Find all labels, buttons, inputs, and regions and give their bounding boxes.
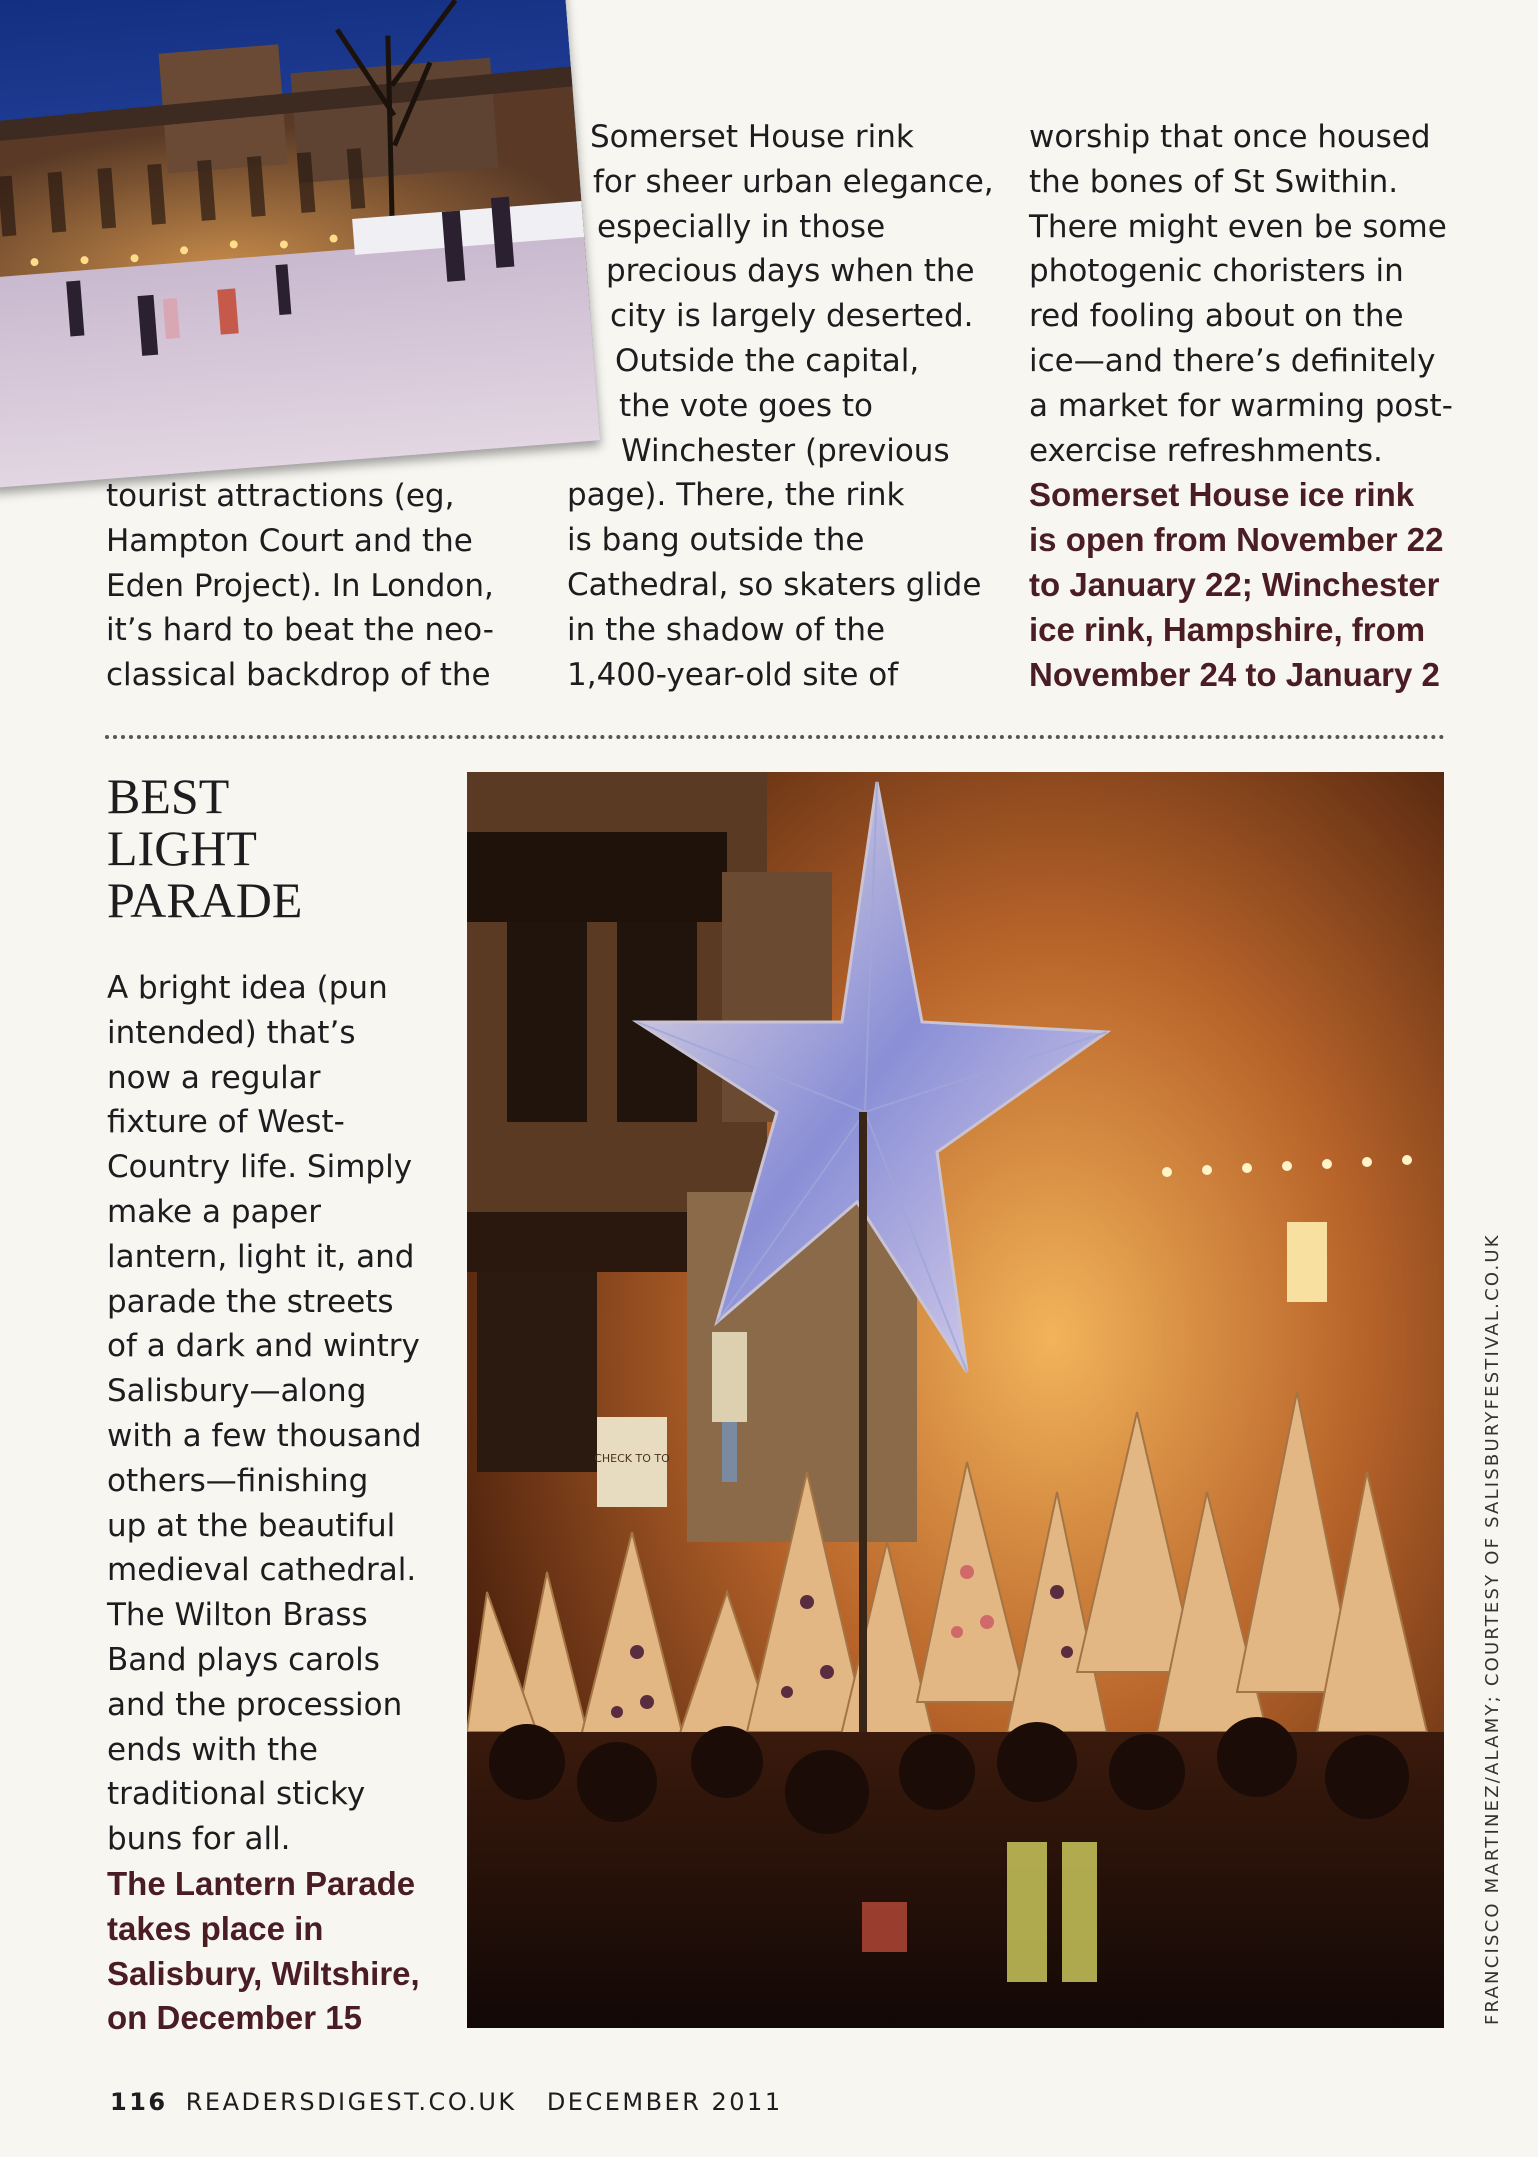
section-body-line: Salisbury—along xyxy=(107,1373,367,1410)
parade-date-bold-line: takes place in xyxy=(107,1909,324,1947)
section-body-line: and the procession xyxy=(107,1686,403,1723)
column-3-line: ice—and there’s definitely xyxy=(1029,342,1436,379)
column-1-line: Eden Project). In London, xyxy=(106,567,494,604)
column-3-line: worship that once housed xyxy=(1029,119,1431,155)
section-body-line: The Wilton Brass xyxy=(107,1597,368,1634)
column-3-line: the bones of St Swithin. xyxy=(1029,163,1399,200)
headline-line: PARADE xyxy=(107,872,303,928)
section-body-line: Country life. Simply xyxy=(107,1149,413,1186)
column-1-line: classical backdrop of the xyxy=(106,657,491,694)
section-body-text xyxy=(107,966,422,2041)
column-2-line: Winchester (previous xyxy=(621,432,950,469)
column-2-line: city is largely deserted. xyxy=(610,298,974,335)
section-body-line: fixture of West- xyxy=(107,1104,345,1141)
column-2-line: for sheer urban elegance, xyxy=(593,163,994,200)
rink-dates-bold-line: Somerset House ice rink xyxy=(1029,476,1415,514)
section-headline xyxy=(107,770,437,926)
section-body-line: medieval cathedral. xyxy=(107,1552,417,1589)
section-body-line: buns for all. xyxy=(107,1821,291,1858)
winchester-ice-rink-photo xyxy=(0,0,600,488)
parade-date-bold-line: on December 15 xyxy=(107,1999,362,2037)
column-3-line: exercise refreshments. xyxy=(1029,432,1383,469)
column-2-line: Somerset House rink xyxy=(590,119,914,155)
headline-line: LIGHT xyxy=(107,820,257,876)
lantern-parade-photo xyxy=(467,772,1444,2028)
section-body-line: traditional sticky xyxy=(107,1776,366,1813)
section-body-line: intended) that’s xyxy=(107,1014,356,1051)
column-1-line: it’s hard to beat the neo- xyxy=(106,612,494,649)
column-2-line: Cathedral, so skaters glide xyxy=(567,566,982,603)
column-3-line: photogenic choristers in xyxy=(1029,253,1404,290)
section-body-line: now a regular xyxy=(107,1059,321,1096)
column-2-line: Outside the capital, xyxy=(615,342,920,379)
column-3-line: There might even be some xyxy=(1029,208,1447,245)
column-1-text xyxy=(106,474,494,698)
rink-dates-bold-line: to January 22; Winchester xyxy=(1029,565,1440,603)
column-2-text xyxy=(567,115,994,697)
rink-dates-bold-line: is open from November 22 xyxy=(1029,521,1444,559)
column-2-line: precious days when the xyxy=(606,253,975,290)
column-2-line: page). There, the rink xyxy=(567,477,905,514)
section-body-line: others—finishing xyxy=(107,1462,369,1499)
column-2-line: is bang outside the xyxy=(567,522,865,559)
column-1-line: Hampton Court and the xyxy=(106,522,473,559)
footer-site: READERSDIGEST.CO.UK xyxy=(185,2088,517,2116)
column-2-line: especially in those xyxy=(597,208,886,245)
rink-dates-bold-line: ice rink, Hampshire, from xyxy=(1029,610,1426,648)
rink-dates-bold-line: November 24 to January 2 xyxy=(1029,655,1440,693)
page-footer xyxy=(110,2088,783,2116)
column-2-line: 1,400-year-old site of xyxy=(567,656,899,693)
column-2-line: the vote goes to xyxy=(619,387,873,424)
section-body-line: with a few thousand xyxy=(107,1417,422,1454)
photo-credit: FRANCISCO MARTINEZ/ALAMY; COURTESY OF SALISBURYFESTIVAL.CO.UK xyxy=(1482,1233,1503,2025)
column-1-line: tourist attractions (eg, xyxy=(106,478,455,514)
column-2-line: in the shadow of the xyxy=(567,611,886,648)
section-body-line: ends with the xyxy=(107,1731,318,1768)
column-3-line: a market for warming post- xyxy=(1029,387,1453,424)
parade-date-bold-line: The Lantern Parade xyxy=(107,1864,416,1902)
shop-sign-text: CHECK TO TO xyxy=(594,1452,670,1465)
section-body-line: of a dark and wintry xyxy=(107,1328,420,1365)
page-number: 116 xyxy=(110,2088,168,2116)
section-body-line: A bright idea (pun xyxy=(107,970,388,1006)
column-3-text xyxy=(1029,115,1453,697)
parade-date-bold-line: Salisbury, Wiltshire, xyxy=(107,1954,420,1992)
section-divider xyxy=(105,735,1445,739)
column-3-line: red fooling about on the xyxy=(1029,298,1404,335)
headline-line: BEST xyxy=(107,768,230,824)
section-body-line: Band plays carols xyxy=(107,1641,380,1678)
section-body-line: make a paper xyxy=(107,1193,321,1230)
footer-issue: DECEMBER 2011 xyxy=(546,2088,783,2116)
section-body-line: up at the beautiful xyxy=(107,1507,396,1544)
section-body-line: lantern, light it, and xyxy=(107,1238,415,1275)
section-body-line: parade the streets xyxy=(107,1283,394,1320)
